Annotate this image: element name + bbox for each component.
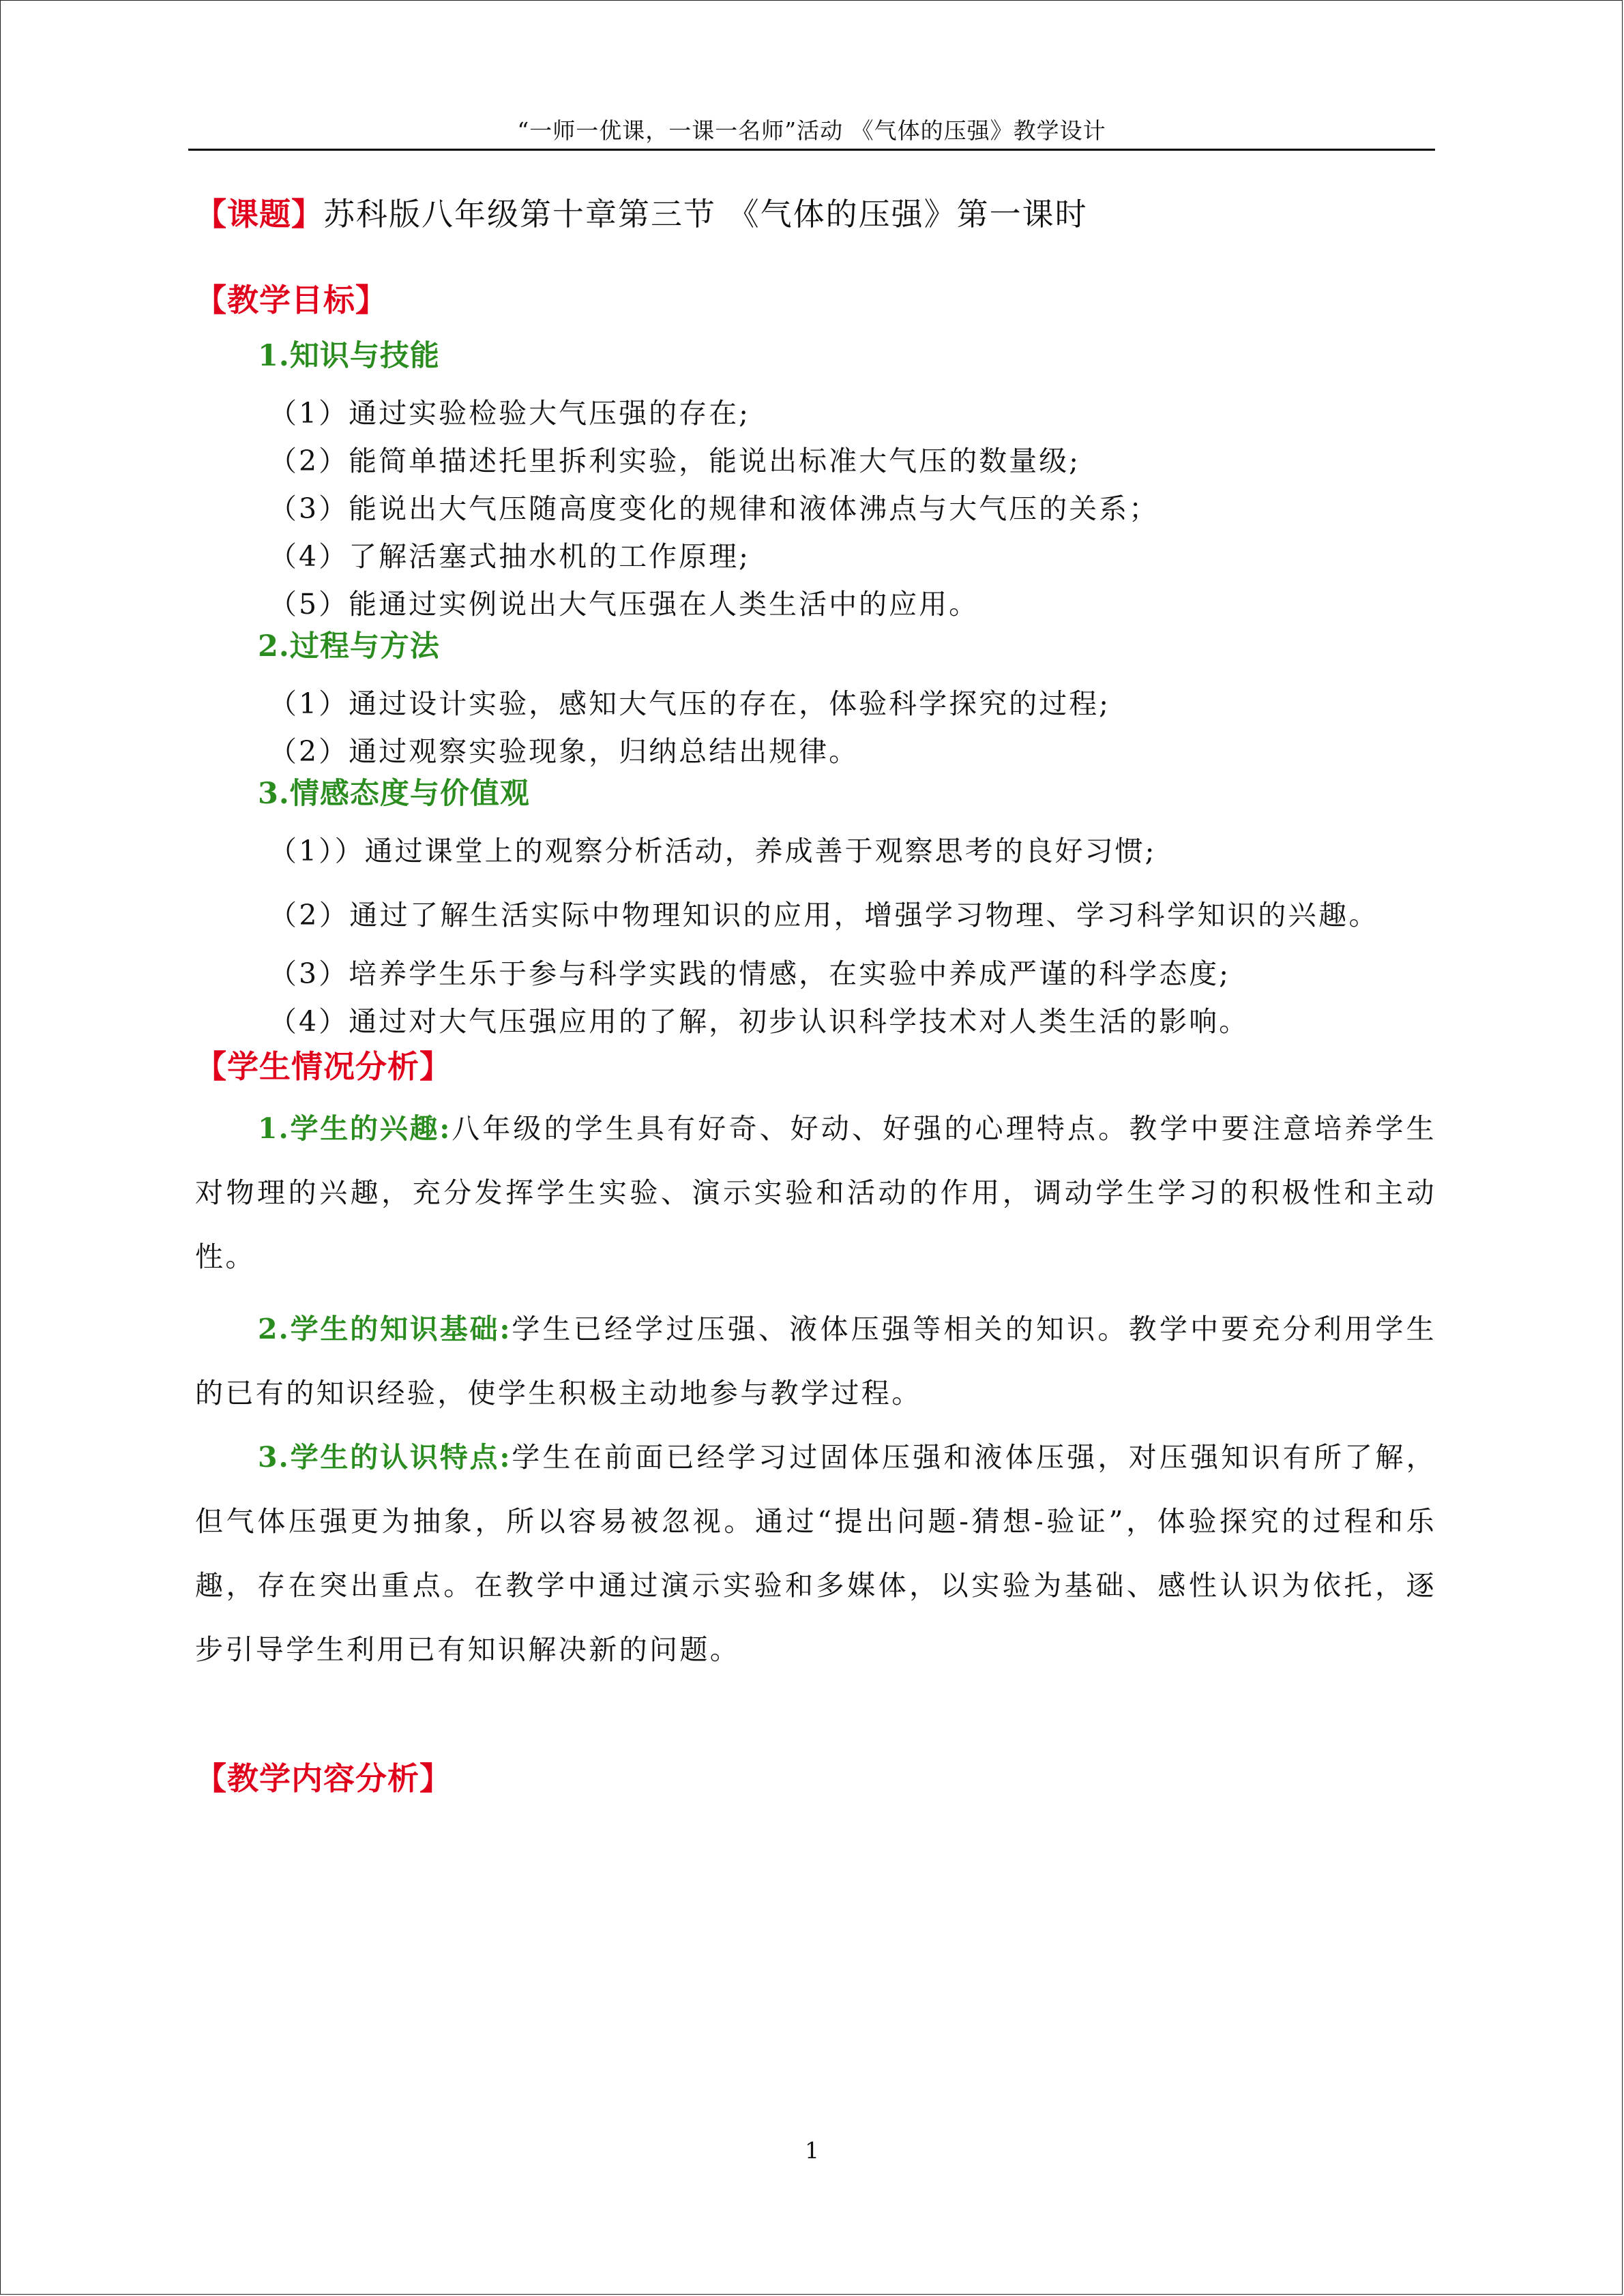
knowledge-item-3: （3）能说出大气压随高度变化的规律和液体沸点与大气压的关系；: [269, 492, 1160, 525]
knowledge-section: [195, 333, 1436, 621]
emotion-section: [195, 771, 1436, 1038]
content-analysis-label: 【教学内容分析】: [195, 1760, 452, 1797]
knowledge-item-1: （1）通过实验检验大气压强的存在;: [269, 397, 750, 430]
student-cognition-text: 学生在前面已经学习过固体压强和液体压强，对压强知识有所了解，但气体压强更为抽象，所以容易被忽视。通过“提出问题-猜想-验证”，体验探究的过程和乐趣，存在突出重点。在教学中通过演示实验和多媒体，以实验为基础、感性认识为依托，逐步引导学生利用已有知识解决新的问题。: [195, 1441, 1437, 1666]
student-interest-heading: 1.学生的兴趣:: [258, 1112, 452, 1145]
process-section: [195, 623, 1436, 768]
emotion-item-4: （4）通过对大气压强应用的了解，初步认识科学技术对人类生活的影响。: [269, 1005, 1250, 1038]
page-header: “一师一优课，一课一名师”活动 《气体的压强》教学设计: [517, 117, 1106, 144]
knowledge-heading: 1.知识与技能: [258, 339, 440, 373]
process-item-2: （2）通过观察实验现象，归纳总结出规律。: [269, 735, 859, 768]
emotion-item-1: （1））通过课堂上的观察分析活动，养成善于观察思考的良好习惯;: [269, 835, 1157, 867]
process-item-1: （1）通过设计实验，感知大气压的存在，体验科学探究的过程;: [269, 687, 1110, 720]
topic-text: 苏科版八年级第十章第三节 《气体的压强》第一课时: [323, 196, 1088, 233]
student-interest-paragraph: [195, 1097, 1436, 1289]
student-interest-text: 八年级的学生具有好奇、好动、好强的心理特点。教学中要注意培养学生对物理的兴趣，充分发挥学生实验、演示实验和活动的作用，调动学生学习的积极性和主动性。: [195, 1112, 1437, 1273]
emotion-item-2: （2）通过了解生活实际中物理知识的应用，增强学习物理、学习科学知识的兴趣。: [269, 899, 1379, 931]
process-heading: 2.过程与方法: [258, 629, 440, 664]
document-body: [195, 188, 1436, 1804]
student-cognition-paragraph: [195, 1425, 1436, 1682]
student-knowledge-text: 学生已经学过压强、液体压强等相关的知识。教学中要充分利用学生的已有的知识经验，使学生积极主动地参与教学过程。: [195, 1313, 1437, 1410]
emotion-item-3: （3）培养学生乐于参与科学实践的情感，在实验中养成严谨的科学态度;: [269, 957, 1230, 990]
objectives-label: 【教学目标】: [195, 282, 387, 318]
student-cognition-heading: 3.学生的认识特点:: [258, 1441, 512, 1474]
page-number: 1: [805, 2137, 819, 2164]
knowledge-item-4: （4）了解活塞式抽水机的工作原理;: [269, 540, 750, 573]
student-knowledge-paragraph: [195, 1297, 1436, 1425]
topic-line: [195, 188, 1436, 240]
topic-label: 【课题】: [195, 196, 323, 233]
header-rule: [188, 149, 1435, 151]
student-knowledge-heading: 2.学生的知识基础:: [258, 1313, 512, 1345]
student-analysis-label: 【学生情况分析】: [195, 1048, 452, 1085]
knowledge-item-5: （5）能通过实例说出大气压强在人类生活中的应用。: [269, 588, 979, 621]
knowledge-item-2: （2）能简单描述托里拆利实验，能说出标准大气压的数量级;: [269, 445, 1080, 477]
emotion-heading: 3.情感态度与价值观: [258, 777, 530, 811]
